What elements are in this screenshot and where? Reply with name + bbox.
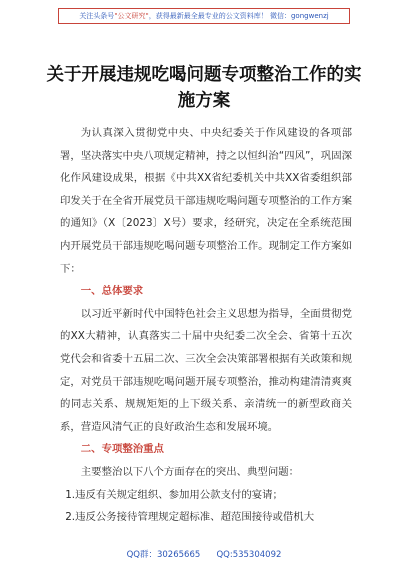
banner-suffix: ，获得最新最全最专业的公文资料库！ 微信：gongwenzj — [148, 12, 329, 20]
banner-highlight: "公文研究" — [114, 12, 149, 20]
list-item: 1.违反有关规定组织、参加用公款支付的宴请； — [65, 488, 283, 501]
focus-intro-paragraph: 主要整治以下八个方面存在的突出、典型问题： — [80, 465, 299, 478]
document-body — [60, 122, 352, 529]
section-heading-general: 一、总体要求 — [80, 285, 144, 298]
footer-contact: QQ群：30265665 QQ:535304092 — [126, 550, 282, 560]
document-title: 关于开展违规吃喝问题专项整治工作的实施方案 — [46, 65, 362, 111]
list-item: 2.违反公务接待管理规定超标准、超范围接待或借机大 — [65, 511, 315, 524]
promo-banner — [58, 8, 350, 24]
general-requirements-paragraph: 以习近平新时代中国特色社会主义思想为指导，全面贯彻党的XX大精神，认真落实二十届中央纪委二次全会、省第十五次党代会和省委十五届二次、三次全会决策部署根据有关政策和规定，对党员干部违规吃喝问题开展专项整治，推动构建清清爽爽的同志关系、规规矩矩的上下级关系、亲清统一的新型政商关系，营造风清气正的良好政治生态和发展环境。 — [60, 307, 352, 433]
intro-paragraph: 为认真深入贯彻党中央、中央纪委关于作风建设的各项部署，坚决落实中央八项规定精神，持之以恒纠治“四风”，巩固深化作风建设成果，根据《中共XX省纪委机关中共XX省委组织部印发关于在全省开展党员干部违规吃喝问题专项整治的工作方案的通知》（X〔2023〕X号）要求，经研究，决定在全系统范围内开展党员干部违规吃喝问题专项整治工作。现制定工作方案如下： — [60, 127, 352, 275]
banner-prefix: 关注头条号 — [79, 12, 115, 20]
section-heading-focus: 二、专项整治重点 — [80, 443, 164, 456]
